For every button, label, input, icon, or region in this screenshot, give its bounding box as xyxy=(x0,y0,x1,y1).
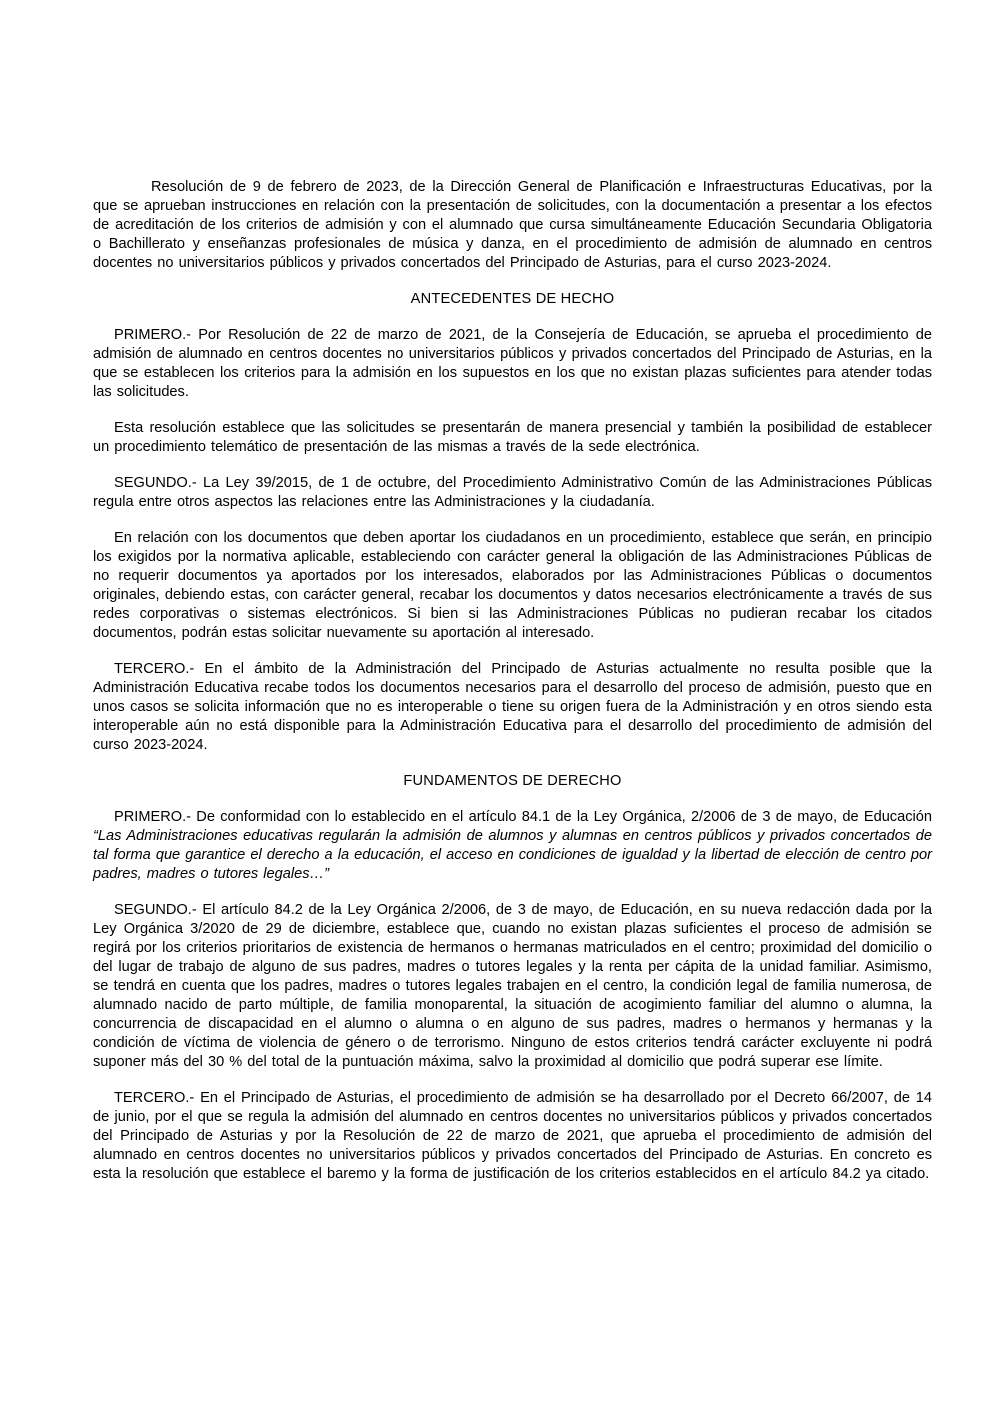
paragraph-text: SEGUNDO.- El artículo 84.2 de la Ley Orgánica 2/2006, de 3 de mayo, de Educación, en su nueva redacción dada por la Ley Orgánica 3/2020 de 29 de diciembre, establece que, cuando no existan plazas suficientes el proceso de admisión se regirá por los criterios prioritarios de existencia de hermanos o hermanas matriculados en el centro; proximidad del domicilio o del lugar de trabajo de alguno de sus padres, madres o tutores legales y la renta per cápita de la unidad familiar. Asimismo, se tendrá en cuenta que los padres, madres o tutores legales trabajen en el centro, la condición legal de familia numerosa, de alumnado nacido de parto múltiple, de familia monoparental, la situación de acogimiento familiar del alumno o alumna, la concurrencia de discapacidad en el alumno o alumna o en alguno de sus padres, madres o hermanos y hermanas y la condición de víctima de violencia de género o de terrorismo. Ninguno de estos criterios tendrá carácter excluyente ni podrá suponer más del 30 % del total de la puntuación máxima, salvo la proximidad al domicilio que podrá superar ese límite. xyxy=(93,902,932,1070)
paragraph xyxy=(93,474,932,512)
antecedentes-paragraphs xyxy=(93,326,932,755)
paragraph xyxy=(93,660,932,755)
document-content xyxy=(93,178,932,1201)
heading-fundamentos-de-derecho: FUNDAMENTOS DE DERECHO xyxy=(403,773,622,789)
intro-paragraph: Resolución de 9 de febrero de 2023, de la Dirección General de Planificación e Infraestructuras Educativas, por la que se aprueban instrucciones en relación con la presentación de solicitudes, con la documentación a presentar a los efectos de acreditación de los criterios de admisión y con el alumnado que cursa simultáneamente Educación Secundaria Obligatoria o Bachillerato y enseñanzas profesionales de música y danza, en el procedimiento de admisión de alumnado en centros docentes no universitarios públicos y privados concertados del Principado de Asturias, para el curso 2023-2024. xyxy=(93,179,932,271)
paragraph-text: Esta resolución establece que las solicitudes se presentarán de manera presencial y también la posibilidad de establecer un procedimiento telemático de presentación de las mismas a través de la sede electrónica. xyxy=(93,420,932,455)
paragraph-text: TERCERO.- En el ámbito de la Administración del Principado de Asturias actualmente no resulta posible que la Administración Educativa recabe todos los documentos necesarios para el desarrollo del proceso de admisión, puesto que en unos casos se solicita información que no es interoperable o tiene su origen fuera de la Administración y en otros siendo esta interoperable aún no está disponible para la Administración Educativa para el desarrollo del procedimiento de admisión del curso 2023-2024. xyxy=(93,661,932,753)
paragraph-text: PRIMERO.- De conformidad con lo establecido en el artículo 84.1 de la Ley Orgánica, 2/2006 de 3 de mayo, de Educación xyxy=(114,809,932,825)
paragraph-text: TERCERO.- En el Principado de Asturias, el procedimiento de admisión se ha desarrollado por el Decreto 66/2007, de 14 de junio, por el que se regula la admisión del alumnado en centros docentes no universitarios públicos y privados concertados del Principado de Asturias y por la Resolución de 22 de marzo de 2021, que aprueba el procedimiento de admisión del alumnado en centros docentes no universitarios públicos y privados concertados del Principado de Asturias. En concreto es esta la resolución que establece el baremo y la forma de justificación de los criterios establecidos en el artículo 84.2 ya citado. xyxy=(93,1090,932,1182)
paragraph-text: SEGUNDO.- La Ley 39/2015, de 1 de octubre, del Procedimiento Administrativo Común de las Administraciones Públicas regula entre otros aspectos las relaciones entre las Administraciones y la ciudadanía. xyxy=(93,475,932,510)
paragraph xyxy=(93,808,932,884)
heading-antecedentes-de-hecho: ANTECEDENTES DE HECHO xyxy=(410,291,615,307)
paragraph-text: En relación con los documentos que deben aportar los ciudadanos en un procedimiento, establece que serán, en principio los exigidos por la normativa aplicable, estableciendo con carácter general la obligación de las Administraciones Públicas de no requerir documentos ya aportados por los interesados, elaborados por las Administraciones Públicas o documentos originales, debiendo estas, con carácter general, recabar los documentos y datos necesarios electrónicamente a través de sus redes corporativas o sistemas electrónicos. Si bien si las Administraciones Públicas no pudieran recabar los citados documentos, podrán estas solicitar nuevamente su aportación al interesado. xyxy=(93,530,932,641)
quoted-italic-text: “Las Administraciones educativas regularán la admisión de alumnos y alumnas en centros públicos y privados concertados de tal forma que garantice el derecho a la educación, el acceso en condiciones de igualdad y la libertad de elección de centro por padres, madres o tutores legales…” xyxy=(93,828,932,882)
fundamentos-paragraphs xyxy=(93,808,932,1184)
paragraph xyxy=(93,1089,932,1184)
paragraph xyxy=(93,529,932,643)
paragraph xyxy=(93,901,932,1072)
paragraph-text: PRIMERO.- Por Resolución de 22 de marzo de 2021, de la Consejería de Educación, se aprueba el procedimiento de admisión de alumnado en centros docentes no universitarios públicos y privados concertados del Principado de Asturias, en la que se establecen los criterios para la admisión en los supuestos en los que no existan plazas suficientes para atender todas las solicitudes. xyxy=(93,327,932,400)
paragraph xyxy=(93,419,932,457)
paragraph xyxy=(93,326,932,402)
